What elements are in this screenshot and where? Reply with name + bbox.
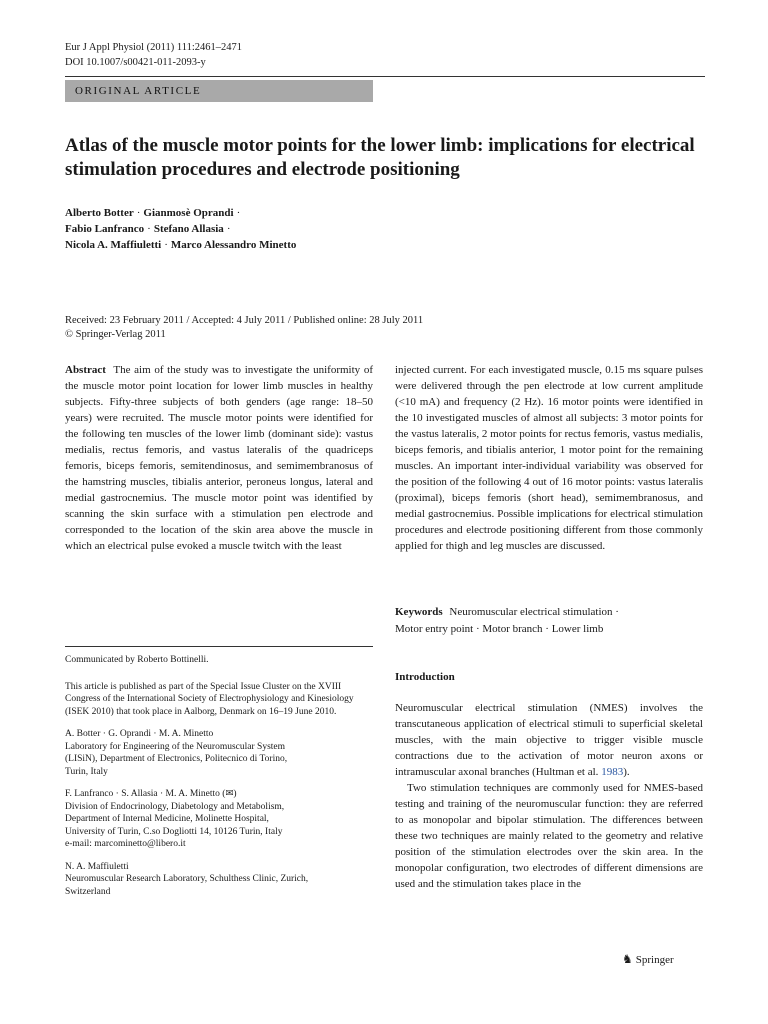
author-line [65, 221, 296, 237]
affiliation-names: A. Botter · G. Oprandi · M. A. Minetto [65, 729, 214, 739]
affiliation-line: (LISiN), Department of Electronics, Politecnico di Torino, [65, 754, 288, 764]
affiliation [65, 728, 375, 778]
history-dates: Received: 23 February 2011 / Accepted: 4 July 2011 / Published online: 28 July 2011 [65, 315, 424, 326]
keywords-block [395, 604, 715, 638]
abstract-left [65, 362, 373, 554]
copyright-notice: © Springer-Verlag 2011 [65, 329, 166, 340]
affiliation-line: Laboratory for Engineering of the Neuromuscular System [65, 741, 286, 752]
author-line [65, 237, 296, 253]
article-title: Atlas of the muscle motor points for the lower limb: implications for electrical stimulation procedures and electrode positioning [65, 135, 695, 180]
author-separator: · [226, 223, 231, 235]
keywords-label: Keywords [395, 606, 443, 618]
affiliation-line: Division of Endocrinology, Diabetology and Metabolism, [65, 801, 285, 812]
affiliation-line: Neuromuscular Research Laboratory, Schulthess Clinic, Zurich, [65, 874, 309, 884]
intro-paragraph-1 [395, 700, 703, 780]
author-separator: · [164, 239, 168, 251]
author-separator: · [136, 207, 141, 219]
keywords-line [395, 604, 715, 621]
journal-info [65, 40, 242, 70]
author-name[interactable]: Fabio Lanfranco [65, 223, 145, 235]
journal-citation: Eur J Appl Physiol (2011) 111:2461–2471 [65, 42, 243, 53]
article-type-bar [65, 80, 373, 102]
affiliation [65, 788, 375, 851]
header-rule [65, 76, 705, 77]
author-separator: · [147, 223, 151, 235]
author-name[interactable]: Gianmosè Oprandi [143, 207, 234, 219]
abstract-text-left: The aim of the study was to investigate the uniformity of the muscle motor point location for lower limb muscles in healthy subjects. Fifty-three subjects of both genders (age range: 18–50 years) were recruited. The muscle motor points were identified for the following ten muscles of the lower limb (dominant side): vastus medialis, rectus femoris, and vastus lateralis of the quadriceps femoris, biceps femoris, semitendinosus, and semimembranosus of the hamstring muscles, tibialis anterior, peroneus longus, lateral and medial gastrocnemius. The muscle motor point was identified by scanning the skin surface with a stimulation pen electrode and corresponded to the location of the skin area above the muscle in which an electrical pulse evoked a muscle twitch with the least [65, 364, 373, 552]
affiliation-names: N. A. Maffiuletti [65, 861, 129, 872]
author-list [65, 205, 296, 253]
author-name[interactable]: Stefano Allasia [153, 223, 224, 235]
author-separator: · [236, 207, 241, 219]
communicated-by: Communicated by Roberto Bottinelli. [65, 655, 209, 665]
journal-doi[interactable]: DOI 10.1007/s00421-011-2093-y [65, 57, 206, 68]
springer-horse-icon: ♞ [622, 952, 633, 966]
publication-dates [65, 314, 423, 342]
keywords-line1: Neuromuscular electrical stimulation · [449, 606, 619, 618]
affiliation-line: Turin, Italy [65, 766, 108, 777]
author-name[interactable]: Alberto Botter [65, 207, 134, 219]
abstract-label: Abstract [65, 364, 106, 376]
author-name[interactable]: Nicola A. Maffiuletti [65, 239, 162, 251]
email-link[interactable]: e-mail: marcominetto@libero.it [65, 839, 186, 849]
affiliation [65, 861, 375, 899]
abstract-text-right: injected current. For each investigated muscle, 0.15 ms square pulses were delivered through the pen electrode at low current amplitude (<10 mA) and frequency (2 Hz). 16 motor points were identified in the 10 investigated muscles of almost all subjects: 3 motor points for the vastus lateralis, 2 motor points for rectus femoris, vastus medialis, biceps femoris, and tibialis anterior, 1 motor point for the remaining muscles. An important inter-individual variability was observed for the position of the following 4 out of 16 motor points: vastus lateralis (proximal), biceps femoris (short head), semimembranosus, and medial gastrocnemius. Possible implications for electrical stimulation procedures and electrode positioning different from those commonly applied for thigh and leg muscles are discussed. [395, 364, 703, 552]
abstract-right [395, 362, 703, 554]
keywords-line2: Motor entry point · Motor branch · Lower limb [395, 623, 604, 635]
citation-link[interactable]: 1983 [601, 766, 624, 778]
affiliation-line: Switzerland [65, 886, 111, 897]
intro-p1-end: ). [623, 766, 630, 778]
intro-p1-text: Neuromuscular electrical stimulation (NMES) involves the transcutaneous application of electrical stimuli to superficial skeletal muscles, with the main objective to trigger visible muscle contractions due to the activation of motor neuron axons or intramuscular axonal branches (Hultman et al. [395, 702, 703, 778]
article-type: ORIGINAL ARTICLE [75, 85, 202, 97]
publisher-mark [622, 951, 674, 968]
affiliation-line: University of Turin, C.so Dogliotti 14, 10126 Turin, Italy [65, 826, 283, 837]
intro-paragraph-2: Two stimulation techniques are commonly used for NMES-based testing and training of the neuromuscular function: they are referred to as monopolar and bipolar stimulation. The differences between these two techniques are mainly related to the geometry and relative position of the stimulation electrodes over the skin area. In the monopolar configuration, two electrodes of different dimensions are used and the stimulation takes place in the [395, 782, 703, 890]
affiliation-line: Department of Internal Medicine, Molinette Hospital, [65, 814, 269, 824]
author-line [65, 205, 296, 221]
publisher-name: Springer [635, 954, 674, 966]
introduction-heading: Introduction [395, 671, 455, 683]
introduction-body [395, 700, 703, 892]
special-issue-note: This article is published as part of the Special Issue Cluster on the XVIII Congress of the International Society of Electrophysiology and Kinesiology (ISEK 2010) that took place in Aalborg, Denmark on 16–19 June 2010. [65, 681, 354, 717]
footnotes [65, 654, 375, 908]
author-name[interactable]: Marco Alessandro Minetto [170, 239, 297, 251]
footnote-rule [65, 646, 373, 647]
affiliation-names: F. Lanfranco · S. Allasia · M. A. Minetto (✉) [65, 789, 237, 799]
